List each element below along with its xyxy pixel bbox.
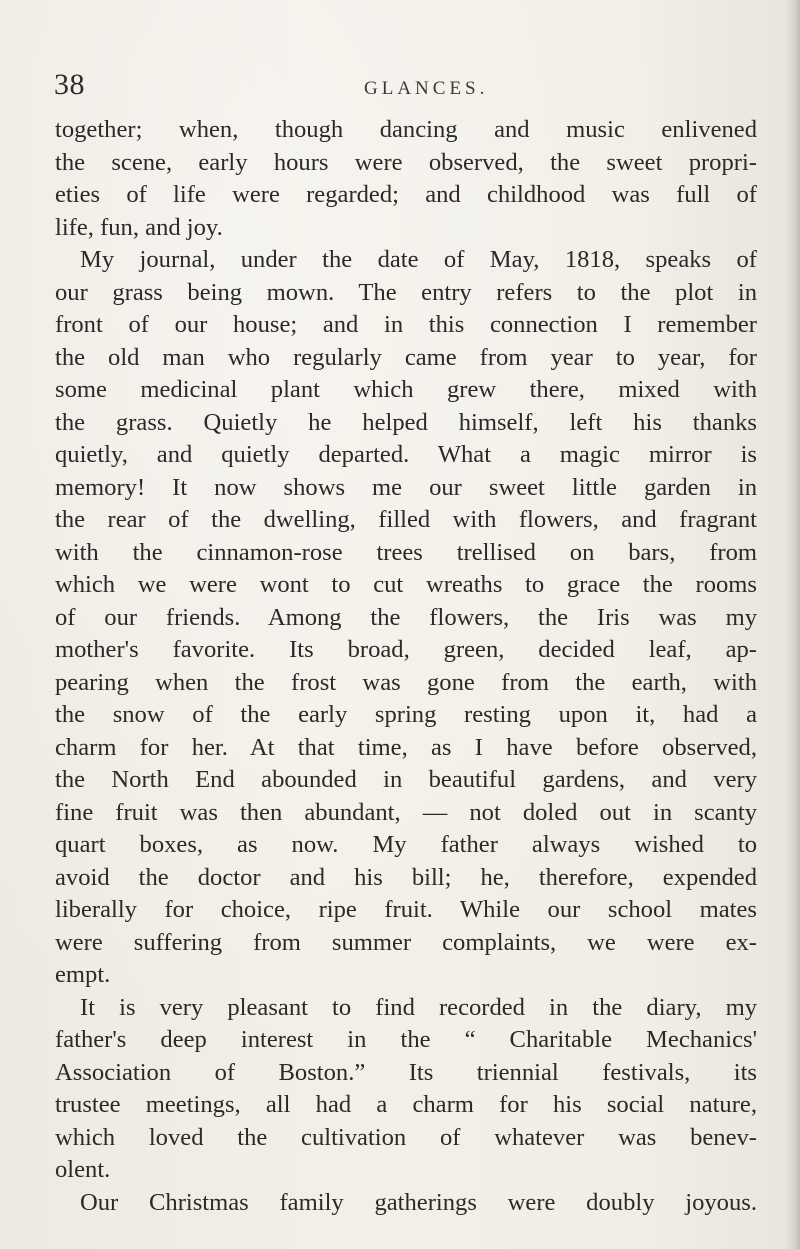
text-line: quart boxes, as now. My father always wished to bbox=[55, 831, 757, 858]
text-line: of our friends. Among the flowers, the Iris was my bbox=[55, 603, 757, 631]
body-text bbox=[55, 114, 757, 1219]
text-line: the rear of the dwelling, filled with flowers, and fragrant bbox=[55, 506, 757, 533]
text-line: father's deep interest in the “ Charitable Mechanics' bbox=[55, 1026, 757, 1053]
text-line: mother's favorite. Its broad, green, decided leaf, ap- bbox=[55, 636, 757, 663]
text-line: the scene, early hours were observed, the sweet propri- bbox=[55, 148, 757, 176]
text-line: were suffering from summer complaints, we were ex- bbox=[55, 928, 757, 956]
text-line: the North End abounded in beautiful gardens, and very bbox=[55, 766, 757, 793]
text-line: It is very pleasant to find recorded in the diary, my bbox=[80, 993, 757, 1021]
text-line: which we were wont to cut wreaths to grace the rooms bbox=[55, 571, 757, 598]
text-line: memory! It now shows me our sweet little garden in bbox=[55, 473, 757, 501]
text-line: My journal, under the date of May, 1818, speaks of bbox=[80, 246, 757, 273]
text-line: with the cinnamon-rose trees trellised on bars, from bbox=[55, 538, 757, 566]
text-line: together; when, though dancing and music enlivened bbox=[55, 116, 757, 143]
text-line: olent. bbox=[55, 1156, 111, 1183]
text-line: pearing when the frost was gone from the earth, with bbox=[55, 668, 757, 696]
text-line: eties of life were regarded; and childhood was full of bbox=[55, 181, 757, 208]
text-line: our grass being mown. The entry refers to the plot in bbox=[55, 278, 757, 306]
text-line: the snow of the early spring resting upon it, had a bbox=[55, 701, 757, 728]
page-number: 38 bbox=[54, 68, 85, 101]
text-line: life, fun, and joy. bbox=[55, 213, 223, 241]
text-line: front of our house; and in this connection I remember bbox=[55, 311, 757, 338]
text-line: Association of Boston.” Its triennial festivals, its bbox=[55, 1058, 757, 1086]
text-line: empt. bbox=[55, 961, 111, 988]
text-line: avoid the doctor and his bill; he, therefore, expended bbox=[55, 863, 757, 891]
text-line: Our Christmas family gatherings were doubly joyous. bbox=[80, 1188, 757, 1216]
text-line: charm for her. At that time, as I have before observed, bbox=[55, 733, 757, 761]
page-edge-shadow bbox=[786, 0, 800, 1249]
text-line: liberally for choice, ripe fruit. While our school mates bbox=[55, 896, 757, 923]
text-line: the old man who regularly came from year to year, for bbox=[55, 343, 757, 371]
text-line: some medicinal plant which grew there, mixed with bbox=[55, 376, 757, 403]
text-line: trustee meetings, all had a charm for his social nature, bbox=[55, 1091, 757, 1118]
running-head bbox=[54, 68, 754, 104]
text-line: quietly, and quietly departed. What a magic mirror is bbox=[55, 441, 757, 468]
text-line: the grass. Quietly he helped himself, left his thanks bbox=[55, 408, 757, 436]
running-title: GLANCES. bbox=[364, 78, 489, 99]
text-line: fine fruit was then abundant, — not doled out in scanty bbox=[55, 798, 757, 826]
text-line: which loved the cultivation of whatever was benev- bbox=[55, 1123, 757, 1151]
